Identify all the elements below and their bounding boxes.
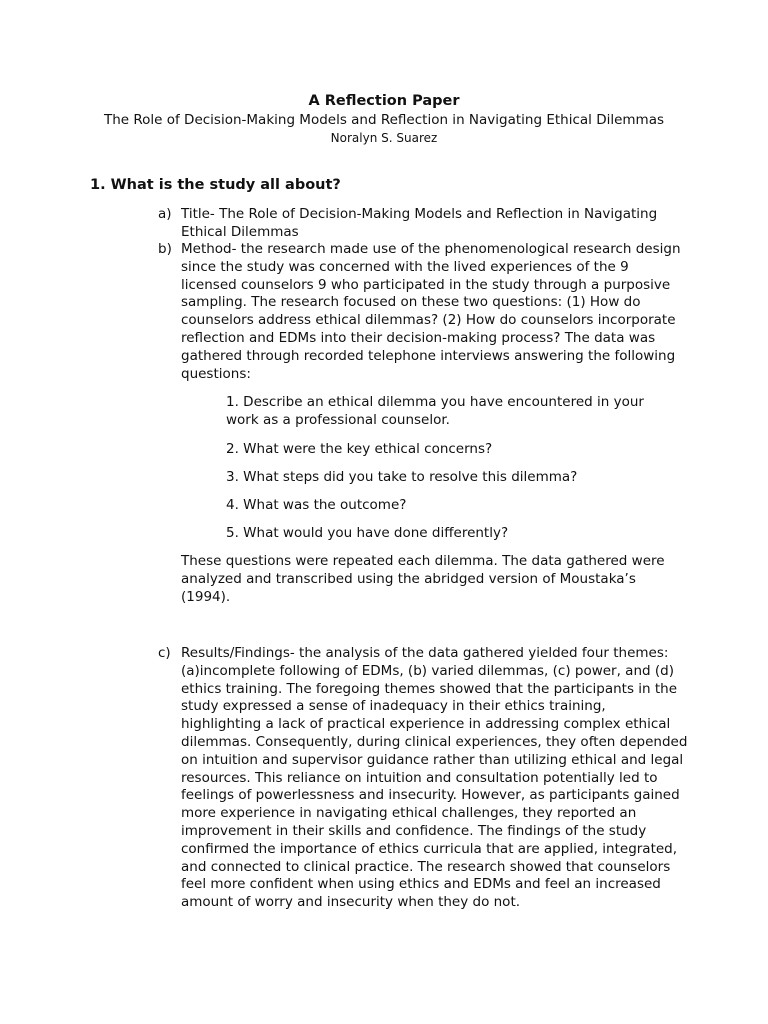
- section-heading: 1. What is the study all about?: [90, 177, 341, 193]
- document-title: A Reflection Paper: [308, 93, 460, 109]
- document-author: Noralyn S. Suarez: [330, 131, 438, 145]
- list-marker-a: a): [158, 206, 172, 222]
- document-subtitle: The Role of Decision-Making Models and Reflection in Navigating Ethical Dilemmas: [103, 112, 665, 128]
- list-item-b: [158, 241, 688, 383]
- interview-question: 5. What would you have done differently?: [226, 525, 509, 541]
- list-item-c: [158, 645, 688, 912]
- list-item-a: [158, 206, 688, 242]
- method-closing-paragraph: These questions were repeated each dilemma. The data gathered were analyzed and transcribed using the abridged version of Moustaka’s (1994).: [181, 553, 665, 605]
- list-marker-c: c): [158, 645, 171, 661]
- interview-question: 1. Describe an ethical dilemma you have encountered in your work as a professional counselor.: [226, 394, 644, 428]
- list-marker-b: b): [158, 241, 172, 257]
- interview-question: 4. What was the outcome?: [226, 497, 407, 513]
- list-item-c-text: Results/Findings- the analysis of the data gathered yielded four themes: (a)incomplete following of EDMs, (b) varied dilemmas, (c) power, and (d) ethics training. The foregoing themes showed that the participants in the study expressed a sense of inadequacy in their ethics training, highlighting a lack of practical experience in addressing complex ethical dilemmas. Consequently, during clinical experiences, they often depended on intuition and supervisor guidance rather than utilizing ethical and legal resources. This reliance on intuition and consultation potentially led to feelings of powerlessness and insecurity. However, as participants gained more experience in navigating ethical challenges, they reported an improvement in their skills and confidence. The findings of the study confirmed the importance of ethics curricula that are applied, integrated, and connected to clinical practice. The research showed that counselors feel more confident when using ethics and EDMs and feel an increased amount of worry and insecurity when they do not.: [181, 645, 688, 911]
- interview-question: 2. What were the key ethical concerns?: [226, 441, 493, 457]
- interview-question: 3. What steps did you take to resolve this dilemma?: [226, 469, 578, 485]
- list-item-a-text: Title- The Role of Decision-Making Models and Reflection in Navigating Ethical Dilemmas: [181, 206, 658, 240]
- list-item-b-text: Method- the research made use of the phenomenological research design since the study was concerned with the lived experiences of the 9 licensed counselors 9 who participated in the study through a purposive sampling. The research focused on these two questions: (1) How do counselors address ethical dilemmas? (2) How do counselors incorporate reflection and EDMs into their decision-making process? The data was gathered through recorded telephone interviews answering the following questions:: [181, 241, 681, 382]
